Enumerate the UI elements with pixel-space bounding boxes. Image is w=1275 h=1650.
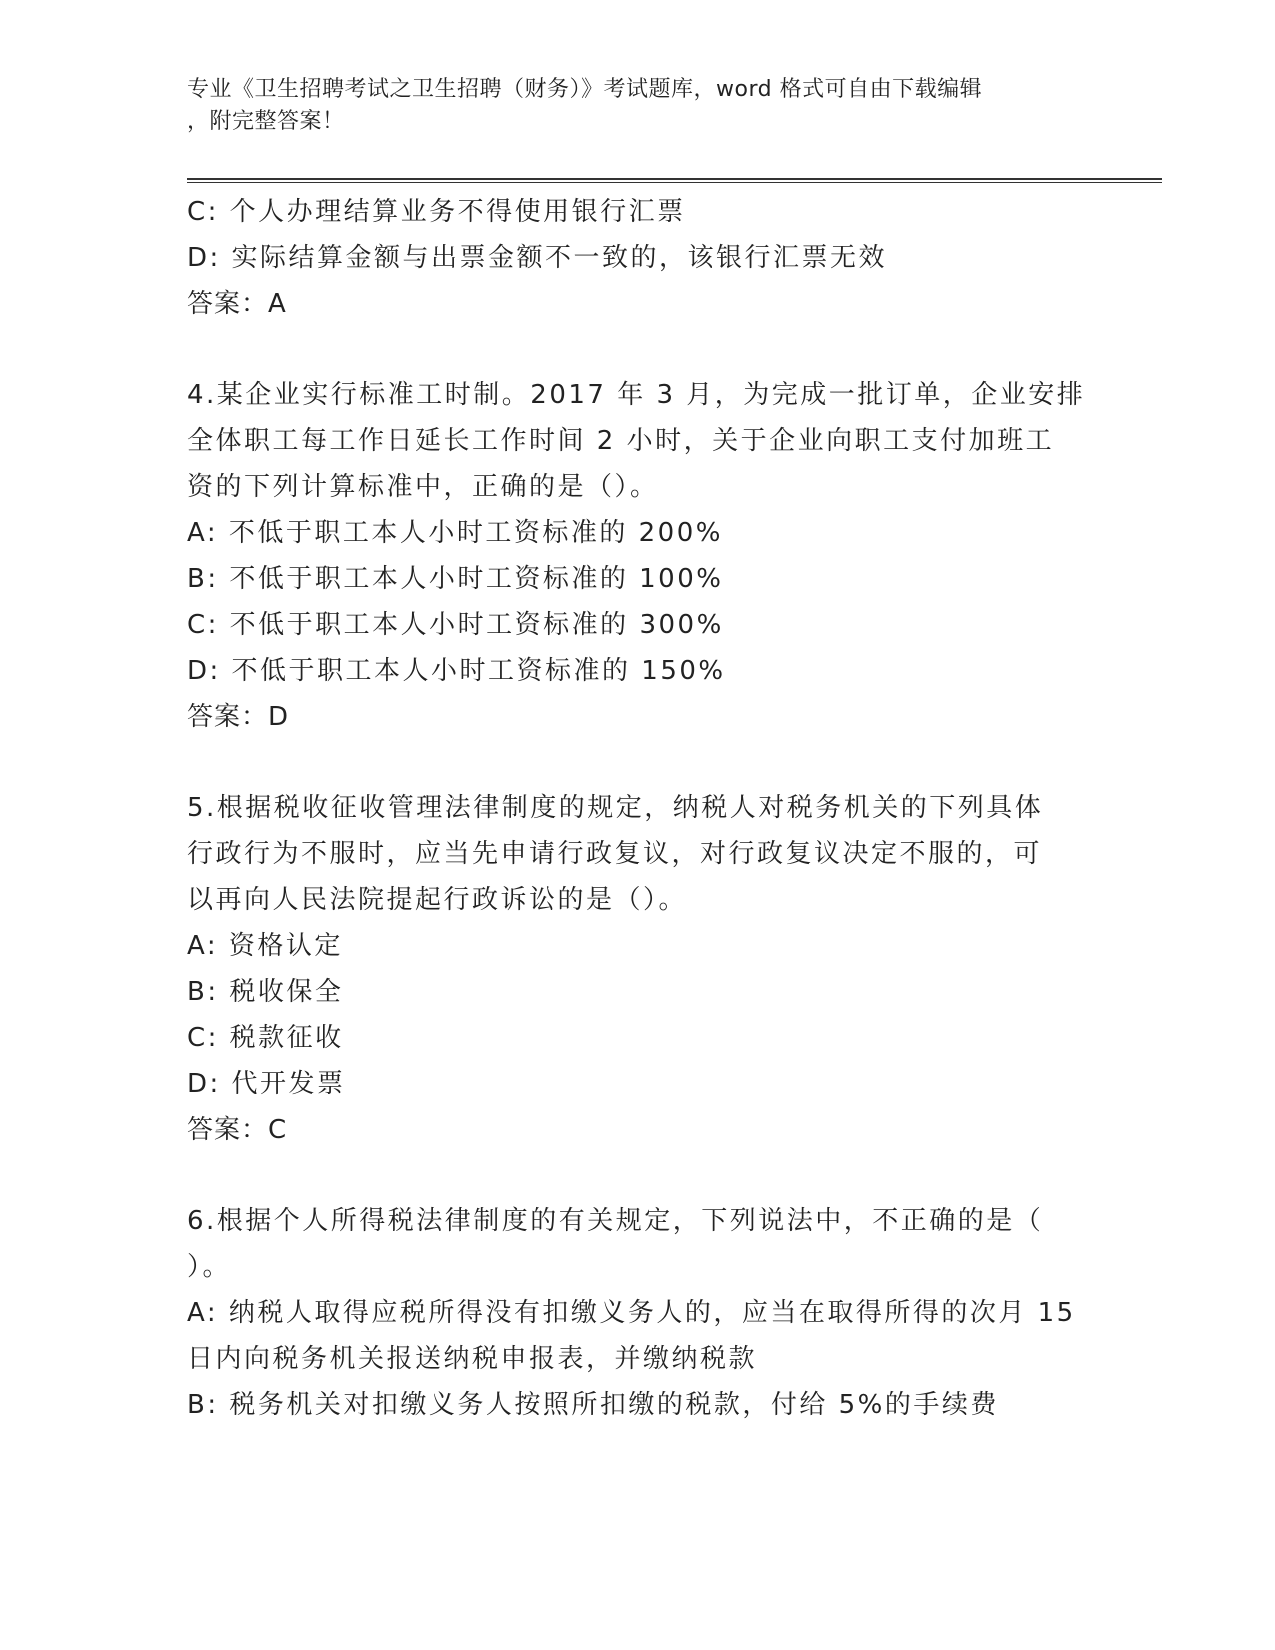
- q5-answer: 答案：C: [187, 1115, 288, 1145]
- q6-option-a-line-1: A: 纳税人取得应税所得没有扣缴义务人的，应当在取得所得的次月 15: [187, 1298, 1076, 1328]
- spacer: [187, 1153, 1087, 1198]
- document-body: [187, 189, 1087, 1428]
- q4-option-c: C: 不低于职工本人小时工资标准的 300%: [187, 610, 724, 640]
- q3-option-d: D: 实际结算金额与出票金额不一致的，该银行汇票无效: [187, 243, 888, 273]
- q4-stem-line-2: 全体职工每工作日延长工作时间 2 小时，关于企业向职工支付加班工: [187, 426, 1055, 456]
- q5-stem-line-2: 行政行为不服时，应当先申请行政复议，对行政复议决定不服的，可: [187, 839, 1043, 869]
- q4-answer: 答案：D: [187, 702, 290, 732]
- q4-stem-line-1: 4.某企业实行标准工时制。2017 年 3 月，为完成一批订单，企业安排: [187, 380, 1086, 410]
- q5-option-c: C: 税款征收: [187, 1023, 344, 1053]
- header-rule: [187, 178, 1162, 183]
- page-header: [187, 74, 1087, 138]
- question-4: [187, 372, 1087, 740]
- question-6: [187, 1198, 1087, 1428]
- q5-option-d: D: 代开发票: [187, 1069, 346, 1099]
- q6-stem-line-2: ）。: [187, 1252, 232, 1282]
- q6-option-a-line-2: 日内向税务机关报送纳税申报表，并缴纳税款: [187, 1344, 758, 1374]
- header-line-1: 专业《卫生招聘考试之卫生招聘（财务）》考试题库，word 格式可自由下载编辑: [187, 77, 983, 102]
- q5-option-b: B: 税收保全: [187, 977, 344, 1007]
- q4-stem-line-3: 资的下列计算标准中，正确的是（）。: [187, 472, 659, 502]
- q6-option-b: B: 税务机关对扣缴义务人按照所扣缴的税款，付给 5%的手续费: [187, 1390, 999, 1420]
- q5-stem-line-3: 以再向人民法院提起行政诉讼的是（）。: [187, 885, 688, 915]
- q4-option-b: B: 不低于职工本人小时工资标准的 100%: [187, 564, 724, 594]
- q5-stem-line-1: 5.根据税收征收管理法律制度的规定，纳税人对税务机关的下列具体: [187, 793, 1044, 823]
- q3-answer: 答案：A: [187, 289, 287, 319]
- question-5: [187, 785, 1087, 1153]
- spacer: [187, 327, 1087, 372]
- q3-option-c: C: 个人办理结算业务不得使用银行汇票: [187, 197, 686, 227]
- q5-option-a: A: 资格认定: [187, 931, 343, 961]
- q4-option-d: D: 不低于职工本人小时工资标准的 150%: [187, 656, 726, 686]
- header-line-2: ，附完整答案！: [187, 109, 345, 134]
- spacer: [187, 740, 1087, 785]
- q4-option-a: A: 不低于职工本人小时工资标准的 200%: [187, 518, 723, 548]
- question-3: [187, 189, 1087, 327]
- q6-stem-line-1: 6.根据个人所得税法律制度的有关规定，下列说法中，不正确的是（: [187, 1206, 1044, 1236]
